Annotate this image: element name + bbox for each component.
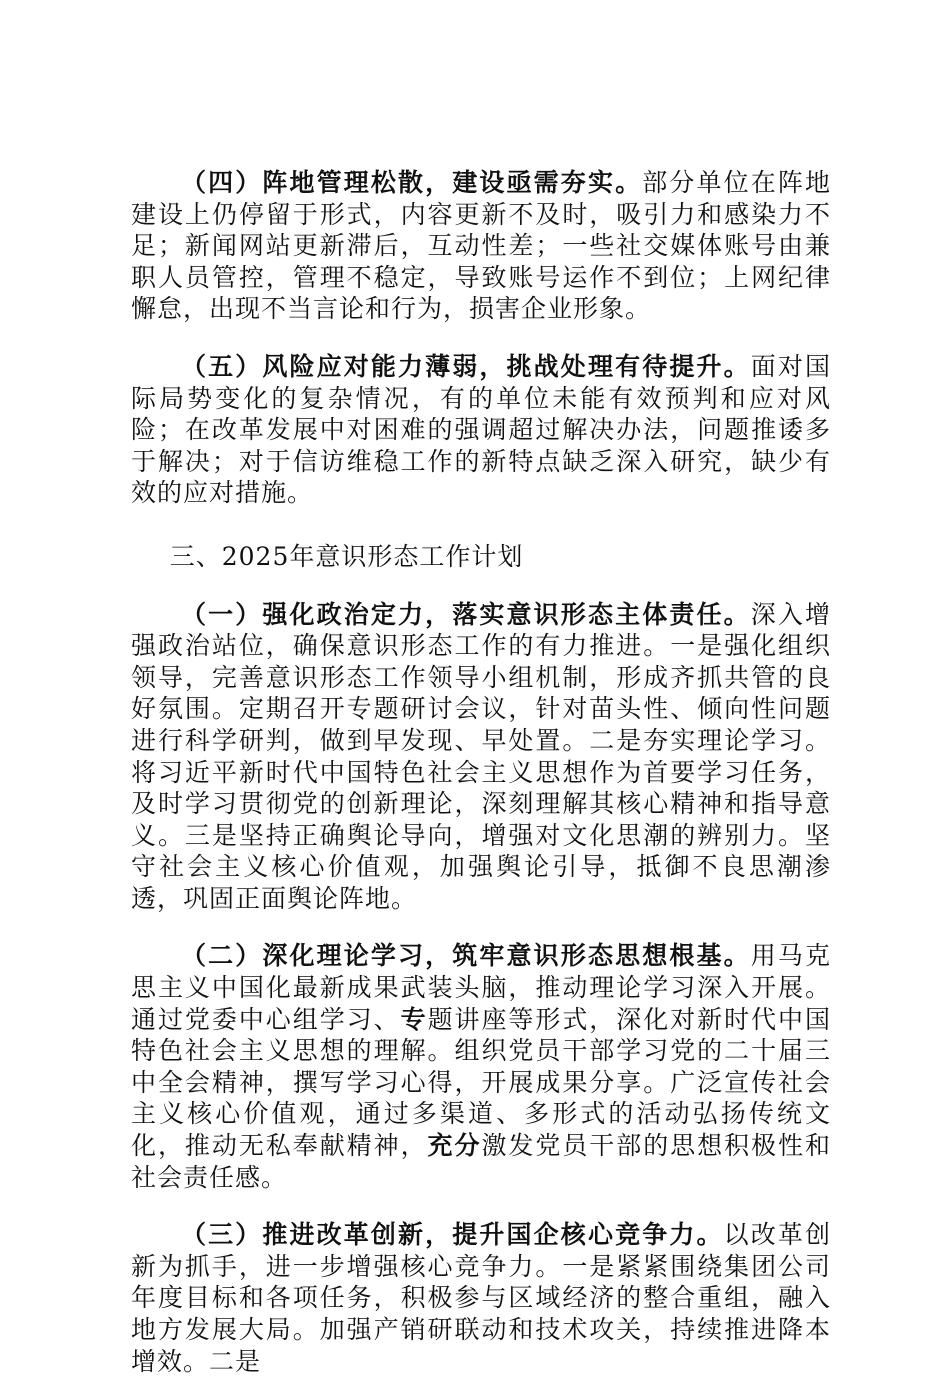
plan-paragraph-two — [131, 940, 831, 1193]
paragraph-five — [131, 351, 831, 509]
plan-paragraph-one-body: 深入增强政治站位，确保意识形态工作的有力推进。一是强化组织领导，完善意识形态工作领导小组机制，形成齐抓共管的良好氛围。定期召开专题研讨会议，针对苗头性、倾向性问题进行科学研判，做到早发现、早处置。二是夯实理论学习。将习近平新时代中国特色社会主义思想作为首要学习任务，及时学习贯彻党的创新理论，深刻理解其核心精神和指导意义。三是坚持正确舆论导向，增强对文化思潮的辨别力。坚守社会主义核心价值观，加强舆论引导，抵御不良思潮渗透，巩固正面舆论阵地。 — [131, 599, 831, 913]
plan-paragraph-three — [131, 1219, 831, 1377]
plan-paragraph-two-lead: （二）深化理论学习，筑牢意识形态思想根基。 — [181, 941, 751, 971]
paragraph-four-body: 部分单位在阵地建设上仍停留于形式，内容更新不及时，吸引力和感染力不足；新闻网站更新滞后，互动性差；一些社交媒体账号由兼职人员管控，管理不稳定，导致账号运作不到位；上网纪律懈怠，出现不当言论和行为，损害企业形象。 — [131, 168, 831, 324]
plan-paragraph-two-body-a: 用马克思主义中国化最新成果武装头脑，推动理论学习深入开展。通过党委中心组学习、 — [131, 941, 831, 1034]
paragraph-five-lead: （五）风险应对能力薄弱，挑战处理有待提升。 — [181, 351, 751, 381]
paragraph-four — [131, 167, 831, 325]
plan-paragraph-one-lead: （一）强化政治定力，落实意识形态主体责任。 — [181, 599, 751, 629]
plan-paragraph-one — [131, 599, 831, 915]
plan-paragraph-three-body: 以改革创新为抓手，进一步增强核心竞争力。一是紧紧围绕集团公司年度目标和各项任务，积极参与区域经济的整合重组，融入地方发展大局。加强产销研联动和技术攻关，持续推进降本增效。二是 — [131, 1220, 831, 1376]
section-heading: 三、2025年意识形态工作计划 — [169, 541, 524, 571]
plan-paragraph-two-body-b: 题讲座等形式，深化对新时代中国特色社会主义思想的理解。组织党员干部学习党的二十届三中全会精神，撰写学习心得，开展成果分享。广泛宣传社会主义核心价值观，通过多渠道、多形式的活动弘扬传统文化，推动无私奉献精神， — [131, 1004, 831, 1161]
plan-paragraph-three-lead: （三）推进改革创新，提升国企核心竞争力。 — [181, 1220, 724, 1250]
paragraph-four-lead: （四）阵地管理松散，建设亟需夯实。 — [181, 168, 643, 197]
plan-paragraph-two-emphasis-2: 充分 — [427, 1131, 482, 1161]
paragraph-five-body: 面对国际局势变化的复杂情况，有的单位未能有效预判和应对风险；在改革发展中对困难的强调超过解决办法，问题推诿多于解决；对于信访维稳工作的新特点缺乏深入研究，缺少有效的应对措施。 — [131, 351, 831, 508]
document-page — [131, 167, 831, 1377]
plan-paragraph-two-emphasis-1: 专 — [400, 1004, 428, 1034]
plan-paragraph-two-body-c: 激发党员干部的思想积极性和社会责任感。 — [131, 1131, 831, 1192]
